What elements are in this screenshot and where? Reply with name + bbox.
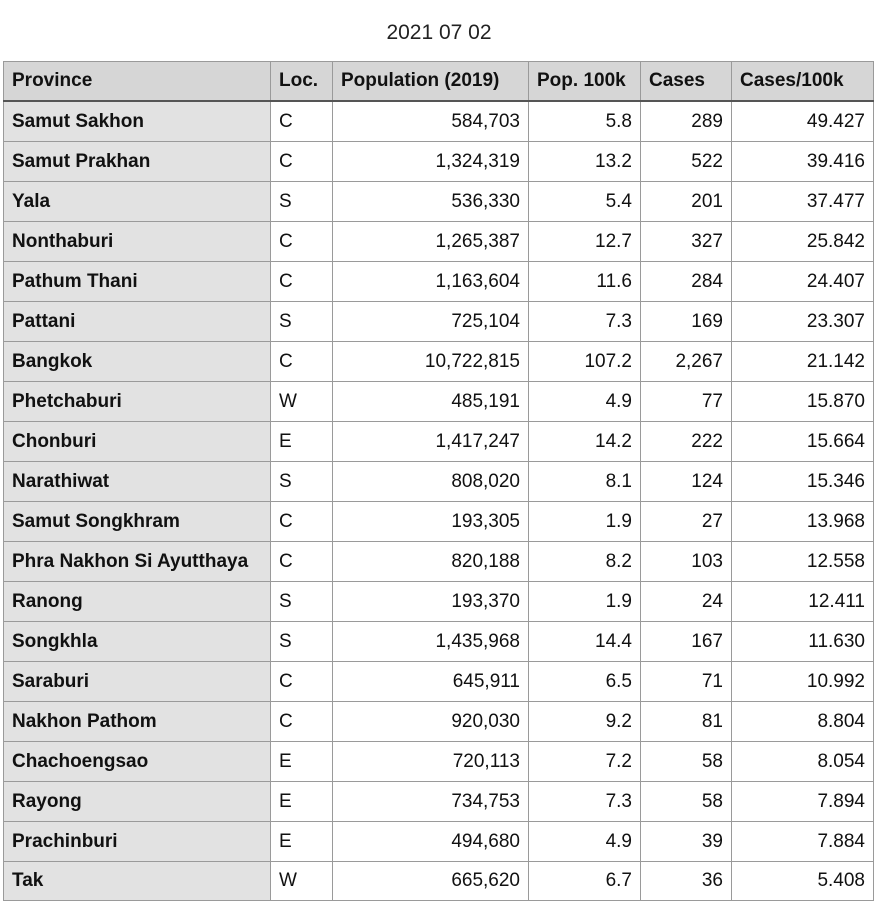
cases-cell: 36 xyxy=(641,862,732,901)
pop-100k-cell: 5.8 xyxy=(529,101,641,142)
province-cases-table xyxy=(3,61,874,901)
cases-per-100k-cell: 39.416 xyxy=(732,142,874,182)
cases-cell: 289 xyxy=(641,101,732,142)
cases-per-100k-cell: 12.411 xyxy=(732,582,874,622)
pop-100k-cell: 13.2 xyxy=(529,142,641,182)
province-cell: Nakhon Pathom xyxy=(4,702,271,742)
province-cell: Bangkok xyxy=(4,342,271,382)
province-cell: Chachoengsao xyxy=(4,742,271,782)
header-population: Population (2019) xyxy=(333,62,529,102)
pop-100k-cell: 1.9 xyxy=(529,502,641,542)
table-row xyxy=(4,342,874,382)
cases-per-100k-cell: 15.664 xyxy=(732,422,874,462)
pop-100k-cell: 14.4 xyxy=(529,622,641,662)
location-cell: S xyxy=(271,582,333,622)
population-cell: 494,680 xyxy=(333,822,529,862)
pop-100k-cell: 7.2 xyxy=(529,742,641,782)
cases-cell: 58 xyxy=(641,782,732,822)
population-cell: 10,722,815 xyxy=(333,342,529,382)
province-cell: Phetchaburi xyxy=(4,382,271,422)
location-cell: S xyxy=(271,302,333,342)
population-cell: 193,370 xyxy=(333,582,529,622)
cases-cell: 2,267 xyxy=(641,342,732,382)
pop-100k-cell: 7.3 xyxy=(529,782,641,822)
header-province: Province xyxy=(4,62,271,102)
cases-cell: 77 xyxy=(641,382,732,422)
cases-per-100k-cell: 15.346 xyxy=(732,462,874,502)
province-cell: Tak xyxy=(4,862,271,901)
pop-100k-cell: 8.2 xyxy=(529,542,641,582)
table-row xyxy=(4,382,874,422)
table-row xyxy=(4,702,874,742)
province-cell: Ranong xyxy=(4,582,271,622)
cases-per-100k-cell: 7.884 xyxy=(732,822,874,862)
cases-per-100k-cell: 24.407 xyxy=(732,262,874,302)
province-cell: Chonburi xyxy=(4,422,271,462)
table-row xyxy=(4,662,874,702)
pop-100k-cell: 4.9 xyxy=(529,382,641,422)
population-cell: 720,113 xyxy=(333,742,529,782)
table-body xyxy=(4,101,874,901)
cases-cell: 124 xyxy=(641,462,732,502)
province-cell: Nonthaburi xyxy=(4,222,271,262)
table-row xyxy=(4,782,874,822)
table-row xyxy=(4,542,874,582)
header-cases: Cases xyxy=(641,62,732,102)
pop-100k-cell: 6.7 xyxy=(529,862,641,901)
table-row xyxy=(4,422,874,462)
table-row xyxy=(4,582,874,622)
pop-100k-cell: 9.2 xyxy=(529,702,641,742)
population-cell: 1,163,604 xyxy=(333,262,529,302)
header-location: Loc. xyxy=(271,62,333,102)
location-cell: E xyxy=(271,782,333,822)
table-row xyxy=(4,742,874,782)
cases-cell: 81 xyxy=(641,702,732,742)
cases-cell: 201 xyxy=(641,182,732,222)
table-row xyxy=(4,182,874,222)
location-cell: C xyxy=(271,542,333,582)
pop-100k-cell: 4.9 xyxy=(529,822,641,862)
population-cell: 193,305 xyxy=(333,502,529,542)
cases-per-100k-cell: 37.477 xyxy=(732,182,874,222)
cases-per-100k-cell: 8.804 xyxy=(732,702,874,742)
location-cell: S xyxy=(271,622,333,662)
location-cell: C xyxy=(271,662,333,702)
population-cell: 665,620 xyxy=(333,862,529,901)
pop-100k-cell: 12.7 xyxy=(529,222,641,262)
page-title: 2021 07 02 xyxy=(386,21,492,44)
pop-100k-cell: 7.3 xyxy=(529,302,641,342)
population-cell: 920,030 xyxy=(333,702,529,742)
location-cell: C xyxy=(271,101,333,142)
table-row xyxy=(4,862,874,901)
location-cell: E xyxy=(271,422,333,462)
table-row xyxy=(4,622,874,662)
table-header xyxy=(4,62,874,102)
cases-cell: 103 xyxy=(641,542,732,582)
cases-per-100k-cell: 11.630 xyxy=(732,622,874,662)
location-cell: S xyxy=(271,462,333,502)
cases-per-100k-cell: 15.870 xyxy=(732,382,874,422)
cases-cell: 27 xyxy=(641,502,732,542)
province-cell: Rayong xyxy=(4,782,271,822)
location-cell: C xyxy=(271,222,333,262)
table-row xyxy=(4,222,874,262)
population-cell: 1,324,319 xyxy=(333,142,529,182)
location-cell: C xyxy=(271,342,333,382)
province-cell: Pathum Thani xyxy=(4,262,271,302)
pop-100k-cell: 8.1 xyxy=(529,462,641,502)
province-cell: Narathiwat xyxy=(4,462,271,502)
location-cell: W xyxy=(271,862,333,901)
pop-100k-cell: 14.2 xyxy=(529,422,641,462)
province-cell: Prachinburi xyxy=(4,822,271,862)
table-row xyxy=(4,502,874,542)
cases-per-100k-cell: 5.408 xyxy=(732,862,874,901)
population-cell: 584,703 xyxy=(333,101,529,142)
pop-100k-cell: 107.2 xyxy=(529,342,641,382)
cases-cell: 284 xyxy=(641,262,732,302)
cases-per-100k-cell: 10.992 xyxy=(732,662,874,702)
table-row xyxy=(4,462,874,502)
population-cell: 1,435,968 xyxy=(333,622,529,662)
table-row xyxy=(4,302,874,342)
header-cases-per-100k: Cases/100k xyxy=(732,62,874,102)
location-cell: C xyxy=(271,262,333,302)
population-cell: 536,330 xyxy=(333,182,529,222)
population-cell: 820,188 xyxy=(333,542,529,582)
cases-per-100k-cell: 21.142 xyxy=(732,342,874,382)
cases-cell: 39 xyxy=(641,822,732,862)
province-cell: Samut Songkhram xyxy=(4,502,271,542)
header-pop-100k: Pop. 100k xyxy=(529,62,641,102)
province-cell: Yala xyxy=(4,182,271,222)
location-cell: C xyxy=(271,502,333,542)
location-cell: E xyxy=(271,742,333,782)
pop-100k-cell: 1.9 xyxy=(529,582,641,622)
header-row xyxy=(4,62,874,102)
cases-cell: 169 xyxy=(641,302,732,342)
cases-per-100k-cell: 13.968 xyxy=(732,502,874,542)
cases-per-100k-cell: 8.054 xyxy=(732,742,874,782)
cases-cell: 71 xyxy=(641,662,732,702)
population-cell: 808,020 xyxy=(333,462,529,502)
population-cell: 645,911 xyxy=(333,662,529,702)
cases-per-100k-cell: 25.842 xyxy=(732,222,874,262)
location-cell: C xyxy=(271,142,333,182)
province-cell: Songkhla xyxy=(4,622,271,662)
cases-per-100k-cell: 12.558 xyxy=(732,542,874,582)
location-cell: C xyxy=(271,702,333,742)
cases-cell: 24 xyxy=(641,582,732,622)
location-cell: W xyxy=(271,382,333,422)
province-cell: Phra Nakhon Si Ayutthaya xyxy=(4,542,271,582)
cases-cell: 58 xyxy=(641,742,732,782)
table-row xyxy=(4,822,874,862)
population-cell: 1,265,387 xyxy=(333,222,529,262)
province-cell: Samut Sakhon xyxy=(4,101,271,142)
table-row xyxy=(4,101,874,142)
cases-cell: 167 xyxy=(641,622,732,662)
population-cell: 1,417,247 xyxy=(333,422,529,462)
province-cell: Pattani xyxy=(4,302,271,342)
cases-cell: 522 xyxy=(641,142,732,182)
population-cell: 734,753 xyxy=(333,782,529,822)
pop-100k-cell: 5.4 xyxy=(529,182,641,222)
cases-cell: 222 xyxy=(641,422,732,462)
cases-per-100k-cell: 7.894 xyxy=(732,782,874,822)
location-cell: E xyxy=(271,822,333,862)
population-cell: 725,104 xyxy=(333,302,529,342)
pop-100k-cell: 6.5 xyxy=(529,662,641,702)
table-row xyxy=(4,142,874,182)
province-cell: Saraburi xyxy=(4,662,271,702)
population-cell: 485,191 xyxy=(333,382,529,422)
cases-per-100k-cell: 23.307 xyxy=(732,302,874,342)
cases-cell: 327 xyxy=(641,222,732,262)
cases-per-100k-cell: 49.427 xyxy=(732,101,874,142)
table-row xyxy=(4,262,874,302)
province-cell: Samut Prakhan xyxy=(4,142,271,182)
location-cell: S xyxy=(271,182,333,222)
pop-100k-cell: 11.6 xyxy=(529,262,641,302)
